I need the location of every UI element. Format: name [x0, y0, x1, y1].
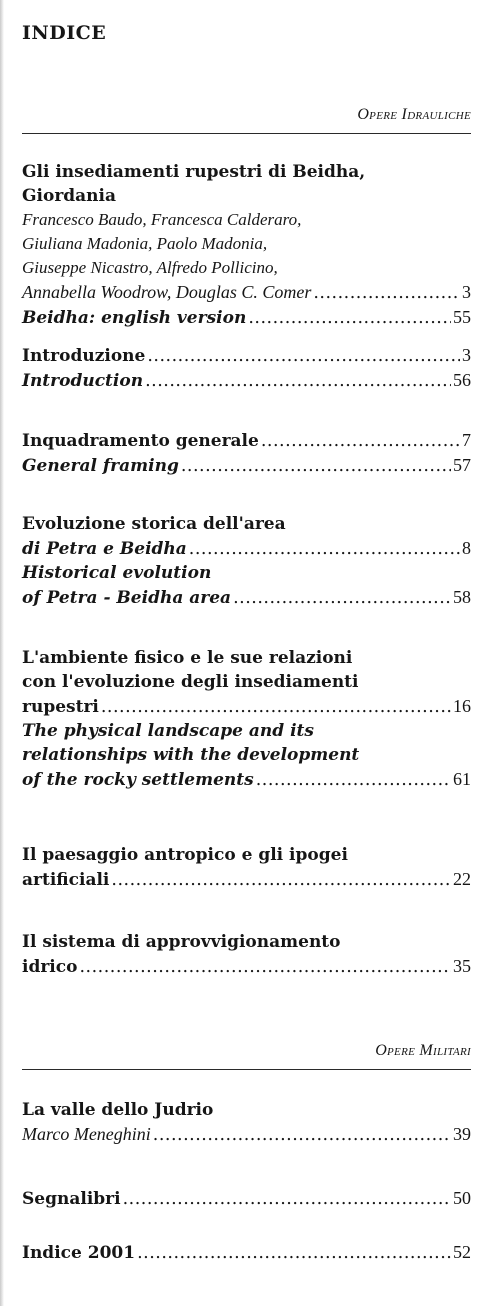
entry-title: artificiali	[22, 870, 110, 890]
entry-introduzione[interactable]	[22, 343, 471, 393]
leader-dots	[233, 586, 451, 610]
entry-title: General framing	[22, 456, 179, 476]
page-number: 52	[453, 1242, 471, 1262]
entry-authors-line: Giuseppe Nicastro, Alfredo Pollicino,	[22, 258, 278, 277]
toc-line	[22, 767, 471, 792]
leader-dots	[147, 344, 460, 368]
entry-ambiente-fisico[interactable]	[22, 646, 471, 792]
page-number: 39	[453, 1124, 471, 1144]
toc-line	[22, 453, 471, 478]
section-rule	[22, 1069, 471, 1070]
entry-title: Inquadramento generale	[22, 431, 259, 451]
entry-title-line: Il sistema di approvvigionamento	[22, 932, 341, 952]
entry-authors-line: Annabella Woodrow, Douglas C. Comer	[22, 282, 312, 302]
entry-title: rupestri	[22, 697, 99, 717]
entry-title-line: L'ambiente fisico e le sue relazioni	[22, 648, 353, 668]
page-number: 57	[453, 455, 471, 475]
toc-line	[22, 954, 471, 979]
page-number: 35	[453, 956, 471, 976]
entry-title-line: Gli insediamenti rupestri di Beidha,	[22, 162, 366, 182]
entry-authors-line: Giuliana Madonia, Paolo Madonia,	[22, 234, 268, 253]
entry-inquadramento[interactable]	[22, 428, 471, 478]
section-rule	[22, 133, 471, 134]
leader-dots	[101, 695, 451, 719]
entry-title: Beidha: english version	[22, 308, 247, 328]
entry-valle-judrio[interactable]	[22, 1098, 471, 1147]
page-number: 3	[462, 345, 471, 365]
leader-dots	[153, 1123, 451, 1147]
entry-title: di Petra e Beidha	[22, 539, 187, 559]
entry-authors-last-line	[22, 280, 471, 305]
page-edge-shadow	[0, 0, 4, 1306]
toc-line	[22, 428, 471, 453]
entry-beidha[interactable]	[22, 160, 471, 330]
entry-title-line: con l'evoluzione degli insediamenti	[22, 672, 359, 692]
leader-dots	[181, 454, 451, 478]
entry-english-version[interactable]	[22, 305, 471, 330]
entry-title-line: relationships with the development	[22, 745, 360, 765]
entry-evoluzione[interactable]	[22, 512, 471, 610]
entry-title-line: La valle dello Judrio	[22, 1100, 214, 1120]
leader-dots	[313, 281, 460, 305]
entry-title-line: Giordania	[22, 186, 117, 206]
page-number: 3	[462, 282, 471, 302]
toc-line	[22, 694, 471, 719]
page-number: 56	[453, 370, 471, 390]
entry-title: Indice 2001	[22, 1243, 136, 1263]
leader-dots	[261, 429, 460, 453]
toc-line	[22, 585, 471, 610]
toc-line	[22, 368, 471, 393]
page-number: 50	[453, 1188, 471, 1208]
page-number: 58	[453, 587, 471, 607]
entry-title: Introduction	[22, 371, 144, 391]
page-number: 22	[453, 869, 471, 889]
toc-line	[22, 1240, 471, 1265]
toc-line	[22, 343, 471, 368]
entry-sistema-idrico[interactable]	[22, 930, 471, 979]
entry-author: Marco Meneghini	[22, 1124, 151, 1144]
toc-line	[22, 1122, 471, 1147]
section-heading-opere-idrauliche: Opere Idrauliche	[357, 106, 471, 123]
entry-paesaggio-antropico[interactable]	[22, 843, 471, 892]
toc-line	[22, 536, 471, 561]
page-number: 8	[462, 538, 471, 558]
toc-line	[22, 867, 471, 892]
entry-title: of Petra - Beidha area	[22, 588, 232, 608]
leader-dots	[256, 768, 451, 792]
leader-dots	[145, 369, 451, 393]
leader-dots	[189, 537, 460, 561]
leader-dots	[123, 1187, 451, 1211]
page-number: 16	[453, 696, 471, 716]
page-number: 7	[462, 430, 471, 450]
section-heading-opere-militari: Opere Militari	[375, 1042, 471, 1059]
entry-segnalibri[interactable]	[22, 1186, 471, 1211]
page-number: 55	[453, 307, 471, 327]
entry-title: idrico	[22, 957, 78, 977]
entry-title: of the rocky settlements	[22, 770, 254, 790]
leader-dots	[111, 868, 451, 892]
leader-dots	[248, 306, 451, 330]
leader-dots	[79, 955, 451, 979]
entry-authors-line: Francesco Baudo, Francesca Calderaro,	[22, 210, 302, 229]
leader-dots	[137, 1241, 451, 1265]
entry-title: Introduzione	[22, 346, 146, 366]
page-number: 61	[453, 769, 471, 789]
entry-title-line: The physical landscape and its	[22, 721, 314, 741]
entry-title-line: Historical evolution	[22, 563, 212, 583]
entry-indice-2001[interactable]	[22, 1240, 471, 1265]
entry-title: Segnalibri	[22, 1189, 121, 1209]
entry-title-line: Il paesaggio antropico e gli ipogei	[22, 845, 348, 865]
page-title: INDICE	[22, 22, 107, 44]
entry-title-line: Evoluzione storica dell'area	[22, 514, 286, 534]
toc-line	[22, 1186, 471, 1211]
